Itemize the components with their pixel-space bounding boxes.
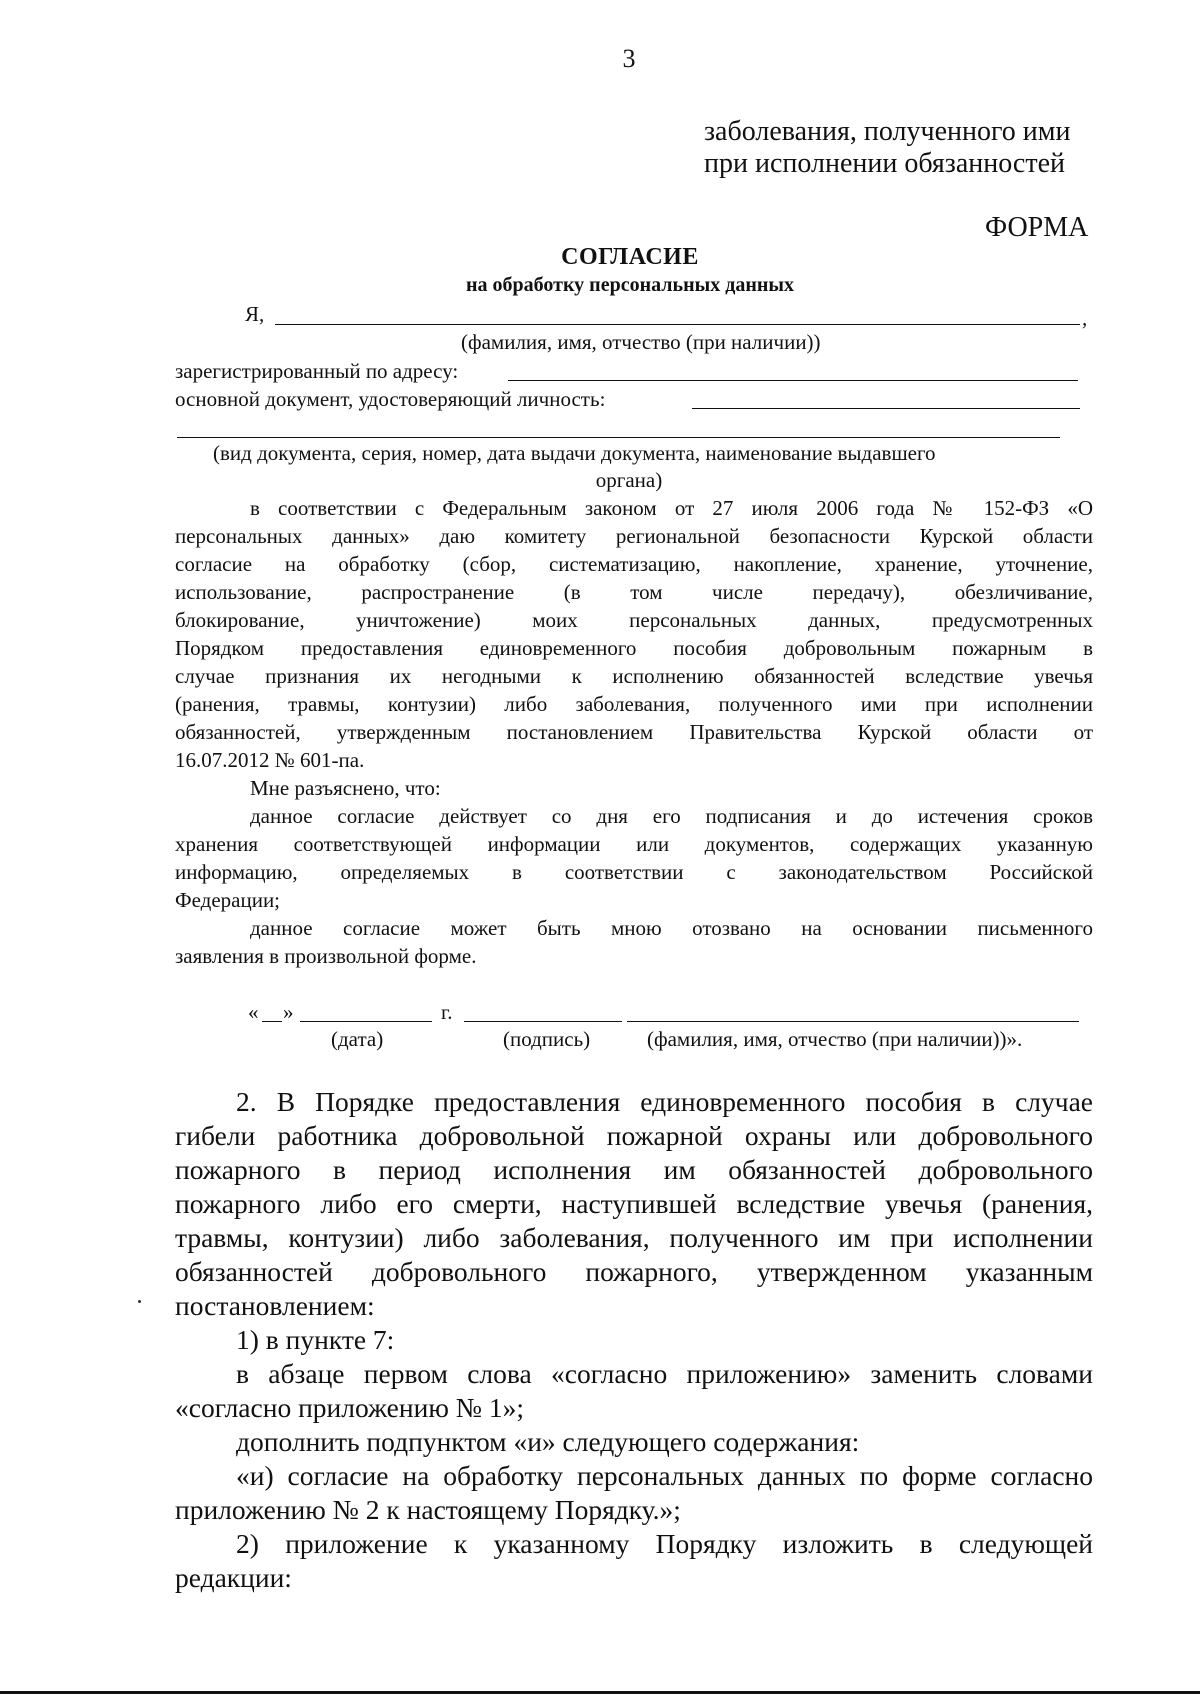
day-open-quote: « [248,1000,259,1024]
item-2-line: редакции: [175,1562,292,1593]
explained-intro: Мне разъяснено, что: [250,776,441,800]
form-label: ФОРМА [985,212,1089,243]
consent-line: блокирование, уничтожение) моих персональных данных, предусмотренных [175,608,1093,632]
item-1a-line: в абзаце первом слова «согласно приложению» заменить словами [236,1358,1093,1389]
consent-line: согласие на обработку (сбор, систематизацию, накопление, хранение, уточнение, [175,552,1093,576]
fio-underline [275,324,1080,325]
year-suffix: г. [441,1000,453,1024]
page-bottom-edge [0,1691,1200,1694]
document-label: основной документ, удостоверяющий личность: [175,387,606,411]
amendment-line: травмы, контузии) либо заболевания, полученного им при исполнении [175,1222,1093,1253]
scan-speck [138,1300,141,1303]
page-number: 3 [622,44,636,73]
address-underline [508,380,1078,381]
signer-name-underline [627,1021,1079,1022]
amendment-line: пожарного в период исполнения им обязанностей добровольного [175,1154,1093,1185]
explained-p2-line: заявления в произвольной форме. [175,944,477,968]
date-underline [300,1021,432,1022]
document-hint-1: (вид документа, серия, номер, дата выдачи документа, наименование выдавшего [213,441,936,465]
consent-title: СОГЛАСИЕ [561,244,699,270]
day-close-quote: » [283,1000,294,1024]
explained-p1-line: хранения соответствующей информации или документов, содержащих указанную [175,832,1093,856]
amendment-line: 2. В Порядке предоставления единовременного пособия в случае [236,1086,1093,1117]
amendment-line: гибели работника добровольной пожарной охраны или добровольного [175,1120,1093,1151]
item-1a-line: «согласно приложению № 1»; [175,1392,524,1423]
explained-p2-line: данное согласие может быть мною отозвано на основании письменного [250,916,1093,940]
amendment-line: обязанностей добровольного пожарного, утвержденном указанным [175,1256,1093,1287]
amendment-line: постановлением: [175,1290,375,1321]
day-underline [262,1021,282,1022]
consent-line: (ранения, травмы, контузии) либо заболевания, полученного ими при исполнении [175,692,1093,716]
header-line-1: заболевания, полученного ими [704,116,1071,147]
consent-subtitle: на обработку персональных данных [466,274,794,296]
fio-hint: (фамилия, имя, отчество (при наличии)) [461,330,821,354]
i-label: Я, [245,302,265,326]
consent-line: случае признания их негодными к исполнению обязанностей вследствие увечья [175,664,1093,688]
amendment-line: пожарного либо его смерти, наступившей вследствие увечья (ранения, [175,1188,1093,1219]
signature-label: (подпись) [503,1027,591,1051]
explained-p1-line: данное согласие действует со дня его подписания и до истечения сроков [250,804,1093,828]
item-2-line: 2) приложение к указанному Порядку изложить в следующей [236,1528,1093,1559]
consent-line: Порядком предоставления единовременного пособия добровольным пожарным в [175,636,1093,660]
consent-line: 16.07.2012 № 601-па. [175,748,365,772]
consent-line: обязанностей, утвержденным постановлением Правительства Курской области от [175,720,1093,744]
header-line-2: при исполнении обязанностей [704,148,1065,179]
document-underline [692,408,1080,409]
item-1: 1) в пункте 7: [236,1324,395,1355]
item-1c-line: приложению № 2 к настоящему Порядку.»; [175,1494,681,1525]
explained-p1-line: Федерации; [175,888,281,912]
document-underline-2 [177,437,1060,438]
item-1b: дополнить подпунктом «и» следующего содержания: [236,1426,860,1457]
consent-line: в соответствии с Федеральным законом от 27 июля 2006 года № 152-ФЗ «О [250,496,1093,520]
consent-line: использование, распространение (в том числе передачу), обезличивание, [175,580,1093,604]
consent-line: персональных данных» даю комитету региональной безопасности Курской области [175,524,1093,548]
item-1c-line: «и) согласие на обработку персональных данных по форме согласно [236,1460,1093,1491]
explained-p1-line: информацию, определяемых в соответствии с законодательством Российской [175,860,1093,884]
date-label: (дата) [331,1027,384,1051]
address-label: зарегистрированный по адресу: [175,359,459,383]
signature-underline [464,1021,622,1022]
signer-name-label: (фамилия, имя, отчество (при наличии))». [647,1027,1023,1051]
document-hint-2: органа) [595,468,663,492]
fio-comma: , [1082,306,1088,330]
